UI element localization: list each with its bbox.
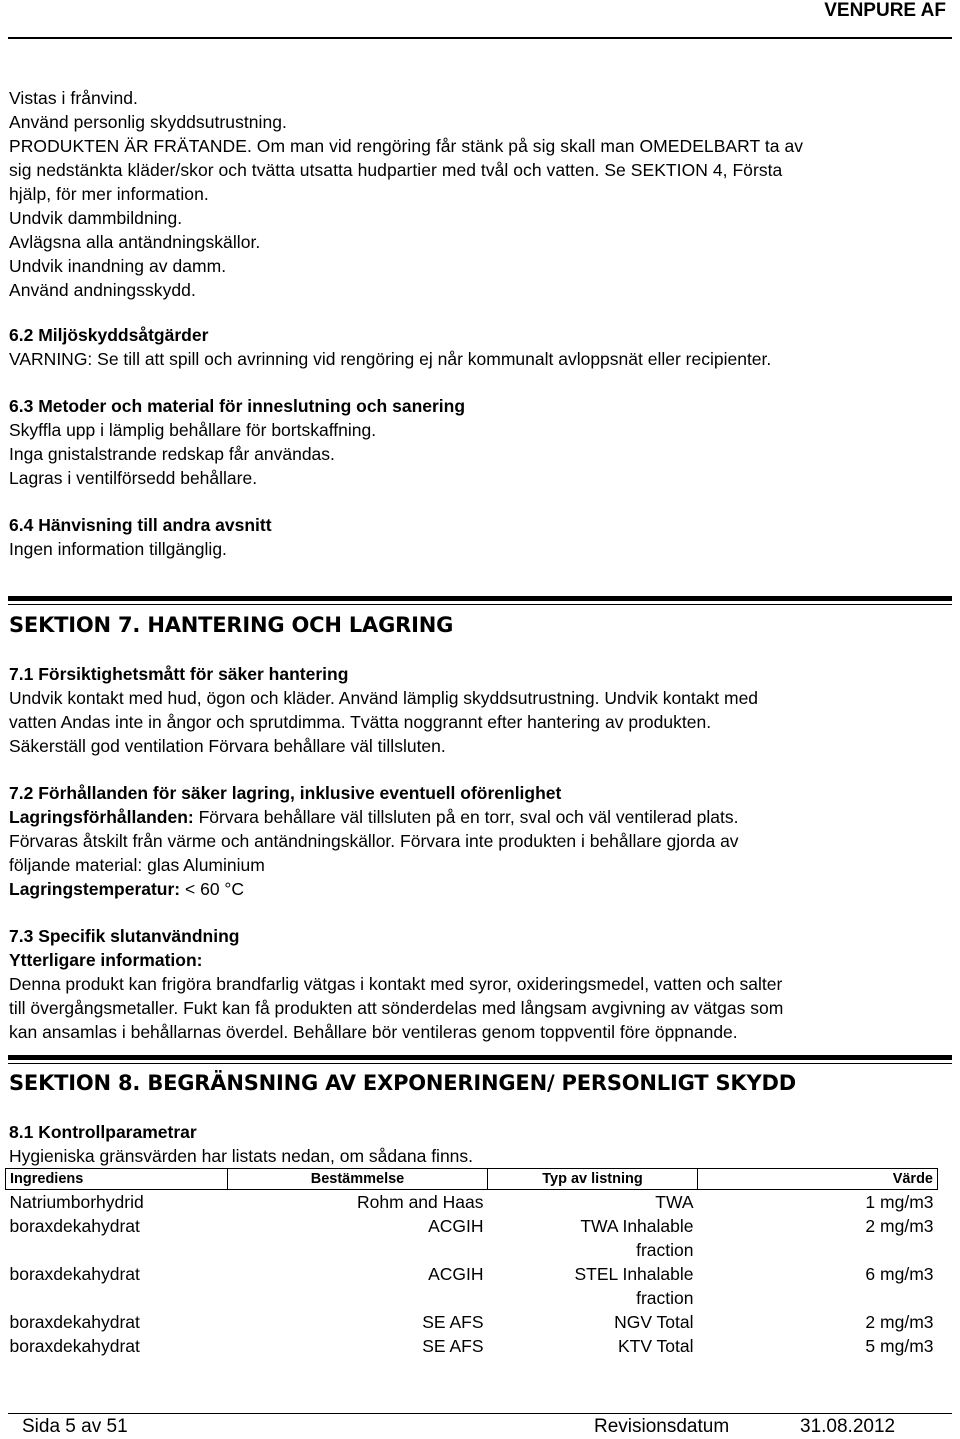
section-rule-thin (8, 1063, 952, 1064)
section-rule (8, 596, 952, 601)
footer-rule (8, 1413, 952, 1414)
revision-date: 31.08.2012 (800, 1416, 896, 1437)
section-title: SEKTION 7. HANTERING OCH LAGRING (9, 613, 454, 637)
section-7-title (9, 612, 951, 638)
value-cell: 5 mg/m3 (865, 1336, 934, 1356)
column-header-listing-type: Typ av listning (488, 1169, 698, 1190)
regulation-cell: ACGIH (428, 1216, 484, 1236)
revision-label: Revisionsdatum (594, 1416, 730, 1437)
subsection-heading: 6.3 Metoder och material för inneslutning och sanering (9, 396, 466, 416)
value-cell: 2 mg/m3 (865, 1312, 934, 1332)
section-title: SEKTION 8. BEGRÄNSNING AV EXPONERINGEN/ PERSONLIGT SKYDD (9, 1071, 796, 1095)
text-line: Använd andningsskydd. (9, 280, 196, 300)
exposure-limits-table (5, 1168, 938, 1358)
section-6-2 (9, 323, 951, 371)
section-6-4 (9, 513, 951, 561)
temperature-label: Lagringstemperatur: (9, 879, 181, 899)
listing-type-continued: fraction (636, 1240, 694, 1260)
subsection-heading: 7.2 Förhållanden för säker lagring, inklusive eventuell oförenlighet (9, 783, 562, 803)
value-cell: 1 mg/m3 (865, 1192, 934, 1212)
listing-type-continued: fraction (636, 1288, 694, 1308)
listing-type-cell (488, 1214, 698, 1262)
regulation-cell: ACGIH (428, 1264, 484, 1284)
column-header-ingredient: Ingrediens (6, 1169, 228, 1190)
text-line: Lagras i ventilförsedd behållare. (9, 468, 258, 488)
text-line: sig nedstänkta kläder/skor och tvätta utsatta hudpartier med tvål och vatten. Se SEKTION 4, Första (9, 160, 783, 180)
value-cell: 2 mg/m3 (865, 1216, 934, 1236)
text-line: följande material: glas Aluminium (9, 855, 265, 875)
listing-type: STEL Inhalable (574, 1264, 694, 1284)
text-line: till övergångsmetaller. Fukt kan få produkten att sönderdelas med långsam avgivning av vätgas som (9, 998, 784, 1018)
ingredient-cell: Natriumborhydrid (9, 1192, 144, 1212)
section-6-3 (9, 394, 951, 490)
text-line: PRODUKTEN ÄR FRÄTANDE. Om man vid rengöring får stänk på sig skall man OMEDELBART ta av (9, 136, 804, 156)
listing-type: TWA Inhalable (580, 1216, 694, 1236)
table-row (6, 1190, 938, 1215)
header-rule (8, 37, 952, 39)
section-rule (8, 1055, 952, 1060)
storage-temperature-line (9, 877, 951, 901)
text-line: vatten Andas inte in ångor och sprutdimma. Tvätta noggrannt efter hantering av produkten. (9, 712, 712, 732)
storage-label: Lagringsförhållanden: (9, 807, 194, 827)
storage-text: Förvara behållare väl tillsluten på en torr, sval och väl ventilerad plats. (193, 807, 739, 827)
text-line: Denna produkt kan frigöra brandfarlig vätgas i kontakt med syror, oxideringsmedel, vatten och salter (9, 974, 783, 994)
section-rule-thin (8, 604, 952, 605)
listing-type-cell (488, 1190, 698, 1215)
listing-type-cell (488, 1262, 698, 1310)
listing-type: NGV Total (614, 1312, 694, 1332)
regulation-cell: SE AFS (422, 1312, 484, 1332)
storage-conditions-line (9, 805, 951, 829)
section-8-1 (9, 1120, 951, 1168)
page-number: Sida 5 av 51 (22, 1416, 128, 1437)
temperature-text: < 60 °C (180, 879, 245, 899)
ingredient-cell: boraxdekahydrat (9, 1336, 140, 1356)
column-header-value: Värde (698, 1169, 938, 1190)
listing-type-cell (488, 1310, 698, 1334)
text-line: Avlägsna alla antändningskällor. (9, 232, 261, 252)
text-line: Ingen information tillgänglig. (9, 539, 227, 559)
subsection-heading: 6.4 Hänvisning till andra avsnitt (9, 515, 272, 535)
ingredient-cell: boraxdekahydrat (9, 1216, 140, 1236)
section-7-1 (9, 662, 951, 758)
text-line: Hygieniska gränsvärden har listats nedan, om sådana finns. (9, 1146, 474, 1166)
table-row (6, 1262, 938, 1310)
subsection-heading: 8.1 Kontrollparametrar (9, 1122, 197, 1142)
section-7-3 (9, 924, 951, 1044)
table-row (6, 1214, 938, 1262)
text-line: Förvaras åtskilt från värme och antändningskällor. Förvara inte produkten i behållare gjorda av (9, 831, 739, 851)
ingredient-cell: boraxdekahydrat (9, 1312, 140, 1332)
section-7-2 (9, 781, 951, 901)
text-line: Skyffla upp i lämplig behållare för bortskaffning. (9, 420, 377, 440)
text-line: Undvik dammbildning. (9, 208, 183, 228)
listing-type-cell (488, 1334, 698, 1358)
subsection-heading: 6.2 Miljöskyddsåtgärder (9, 325, 209, 345)
column-header-regulation: Bestämmelse (228, 1169, 488, 1190)
regulation-cell: SE AFS (422, 1336, 484, 1356)
subsection-heading: 7.1 Försiktighetsmått för säker hantering (9, 664, 349, 684)
subsection-heading: 7.3 Specifik slutanvändning (9, 926, 240, 946)
table-row (6, 1310, 938, 1334)
listing-type: KTV Total (617, 1336, 694, 1356)
text-line: kan ansamlas i behållarnas överdel. Behållare bör ventileras genom toppventil före öppnande. (9, 1022, 738, 1042)
table-header-row (6, 1169, 938, 1190)
text-line: Vistas i frånvind. (9, 88, 138, 108)
regulation-cell: Rohm and Haas (357, 1192, 484, 1212)
listing-type: TWA (655, 1192, 694, 1212)
section6-continued-text (9, 86, 951, 302)
text-line: Säkerställ god ventilation Förvara behållare väl tillsluten. (9, 736, 446, 756)
text-line: hjälp, för mer information. (9, 184, 209, 204)
table-row (6, 1334, 938, 1358)
value-cell: 6 mg/m3 (865, 1264, 934, 1284)
section-8-title (9, 1070, 951, 1096)
text-line: VARNING: Se till att spill och avrinning vid rengöring ej når kommunalt avloppsnät eller recipienter. (9, 349, 772, 369)
ingredient-cell: boraxdekahydrat (9, 1264, 140, 1284)
text-line: Undvik inandning av damm. (9, 256, 227, 276)
text-line: Inga gnistalstrande redskap får användas. (9, 444, 335, 464)
text-line: Använd personlig skyddsutrustning. (9, 112, 287, 132)
subsection-subheading: Ytterligare information: (9, 950, 203, 970)
company-header: VENPURE AF (824, 0, 946, 21)
text-line: Undvik kontakt med hud, ögon och kläder. Använd lämplig skyddsutrustning. Undvik kontakt med (9, 688, 759, 708)
